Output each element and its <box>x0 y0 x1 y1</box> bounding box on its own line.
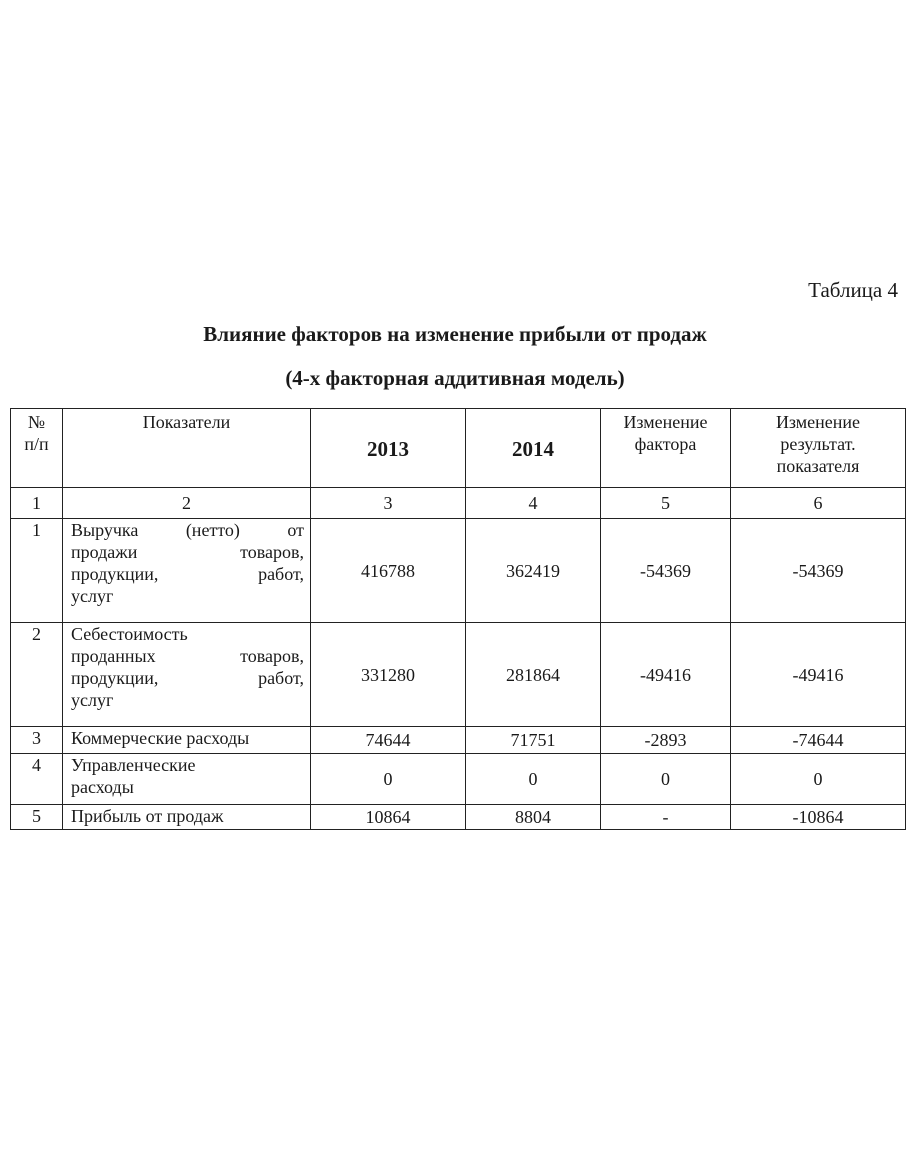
table-row <box>11 623 906 727</box>
result-change: -10864 <box>731 805 906 830</box>
factor-change: - <box>601 805 731 830</box>
indicator-line: продукции, работ, <box>71 668 304 688</box>
table-subtitle: (4-х факторная аддитивная модель) <box>285 366 625 390</box>
row-indicator <box>63 754 311 805</box>
table-row <box>11 727 906 754</box>
column-number: 2 <box>63 488 311 519</box>
header-num-line: № <box>27 412 46 432</box>
header-num <box>11 409 63 488</box>
header-year-2013: 2013 <box>311 409 466 488</box>
table-row <box>11 519 906 623</box>
value-2013: 10864 <box>311 805 466 830</box>
indicator-line: продукции, работ, <box>71 564 304 584</box>
row-indicator <box>63 805 311 830</box>
header-year-2014: 2014 <box>466 409 601 488</box>
value-2014: 281864 <box>466 623 601 727</box>
value-2013: 0 <box>311 754 466 805</box>
indicator-line: Прибыль от продаж <box>71 806 224 826</box>
row-indicator <box>63 519 311 623</box>
result-change: -49416 <box>731 623 906 727</box>
value-2014: 0 <box>466 754 601 805</box>
row-indicator <box>63 727 311 754</box>
row-indicator <box>63 623 311 727</box>
factor-change: -54369 <box>601 519 731 623</box>
table-label: Таблица 4 <box>808 278 898 302</box>
indicator-line: Себестоимость <box>71 624 188 644</box>
indicator-line: продажи товаров, <box>71 542 304 562</box>
value-2014: 362419 <box>466 519 601 623</box>
value-2013: 331280 <box>311 623 466 727</box>
result-change: 0 <box>731 754 906 805</box>
header-row <box>11 409 906 488</box>
value-2013: 74644 <box>311 727 466 754</box>
header-factor-change-line: фактора <box>634 434 697 454</box>
column-number: 3 <box>311 488 466 519</box>
value-2013: 416788 <box>311 519 466 623</box>
row-num: 5 <box>11 805 63 830</box>
value-2014: 8804 <box>466 805 601 830</box>
row-num: 2 <box>11 623 63 727</box>
header-result-change-line: Изменение <box>775 412 861 432</box>
factor-change: -49416 <box>601 623 731 727</box>
header-factor-change <box>601 409 731 488</box>
indicator-line: Коммерческие расходы <box>71 728 250 748</box>
header-num-line: п/п <box>24 434 49 454</box>
indicator-line: услуг <box>71 586 114 606</box>
indicator-line: Управленческие <box>71 755 196 775</box>
factor-change: -2893 <box>601 727 731 754</box>
column-number-row <box>11 488 906 519</box>
header-result-change <box>731 409 906 488</box>
column-number: 5 <box>601 488 731 519</box>
column-number: 4 <box>466 488 601 519</box>
indicator-line: проданных товаров, <box>71 646 304 666</box>
header-factor-change-line: Изменение <box>623 412 708 432</box>
header-result-change-line: показателя <box>776 456 860 476</box>
value-2014: 71751 <box>466 727 601 754</box>
header-result-change-line: результат. <box>780 434 856 454</box>
factor-analysis-table <box>10 408 906 830</box>
row-num: 3 <box>11 727 63 754</box>
row-num: 4 <box>11 754 63 805</box>
table-row <box>11 805 906 830</box>
table-title: Влияние факторов на изменение прибыли от продаж <box>203 322 707 346</box>
header-indicators: Показатели <box>63 409 311 488</box>
column-number: 6 <box>731 488 906 519</box>
result-change: -74644 <box>731 727 906 754</box>
result-change: -54369 <box>731 519 906 623</box>
indicator-line: расходы <box>71 777 134 797</box>
indicator-line: услуг <box>71 690 114 710</box>
column-number: 1 <box>11 488 63 519</box>
table-row <box>11 754 906 805</box>
indicator-line: Выручка (нетто) от <box>71 520 304 540</box>
factor-change: 0 <box>601 754 731 805</box>
row-num: 1 <box>11 519 63 623</box>
